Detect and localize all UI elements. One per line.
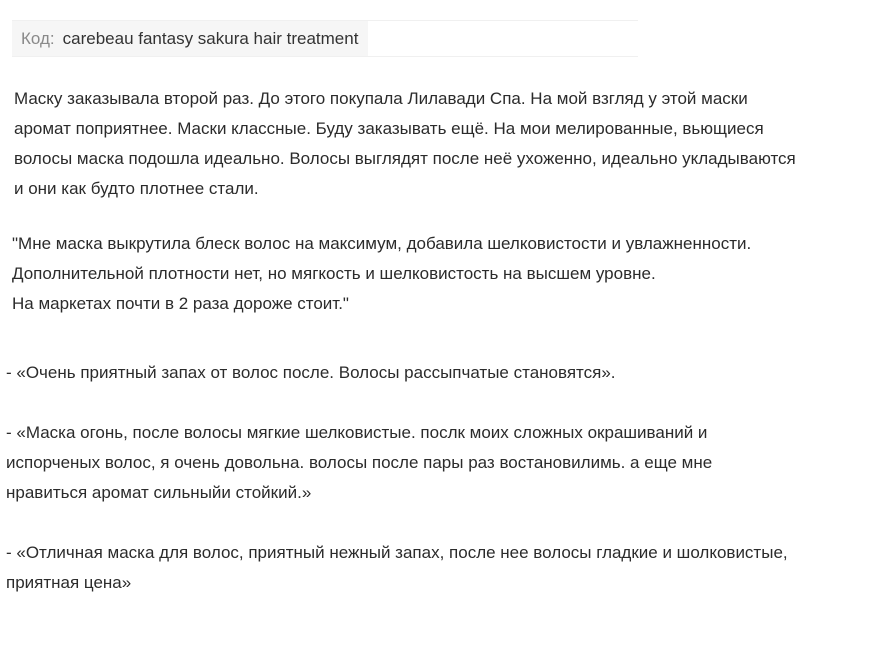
review-paragraph-1 — [14, 84, 796, 204]
review-line: - «Очень приятный запах от волос после. Волосы рассыпчатые становятся». — [6, 363, 616, 382]
review-line: - «Маска огонь, после волосы мягкие шелковистые. послк моих сложных окрашиваний и — [6, 423, 708, 442]
review-line: "Мне маска выкрутила блеск волос на максимум, добавила шелковистости и увлажненности. — [12, 234, 752, 253]
review-paragraph-3 — [6, 358, 616, 388]
review-paragraph-4 — [6, 418, 712, 508]
review-line: - «Отличная маска для волос, приятный нежный запах, после нее волосы гладкие и шолковистые, — [6, 543, 788, 562]
review-line: приятная цена» — [6, 573, 132, 592]
review-line: Дополнительной плотности нет, но мягкость и шелковистость на высшем уровне. — [12, 264, 656, 283]
product-code-label: Код: — [21, 28, 55, 48]
review-line: Маску заказывала второй раз. До этого покупала Лилавади Спа. На мой взгляд у этой маски — [14, 89, 748, 108]
product-code-box — [12, 21, 368, 56]
review-line: испорченых волос, я очень довольна. волосы после пары раз востановилимь. а еще мне — [6, 453, 713, 472]
review-line: и они как будто плотнее стали. — [14, 179, 259, 198]
review-line: волосы маска подошла идеально. Волосы выглядят после неё ухоженно, идеально укладываются — [14, 149, 796, 168]
product-code-strip — [12, 20, 638, 57]
review-line: аромат поприятнее. Маски классные. Буду заказывать ещё. На мои мелированные, вьющиеся — [14, 119, 764, 138]
product-code-value: carebeau fantasy sakura hair treatment — [62, 28, 359, 48]
review-line: На маркетах почти в 2 раза дороже стоит." — [12, 294, 349, 313]
review-paragraph-2 — [12, 229, 751, 319]
review-line: нравиться аромат сильныйи стойкий.» — [6, 483, 312, 502]
review-paragraph-5 — [6, 538, 788, 598]
